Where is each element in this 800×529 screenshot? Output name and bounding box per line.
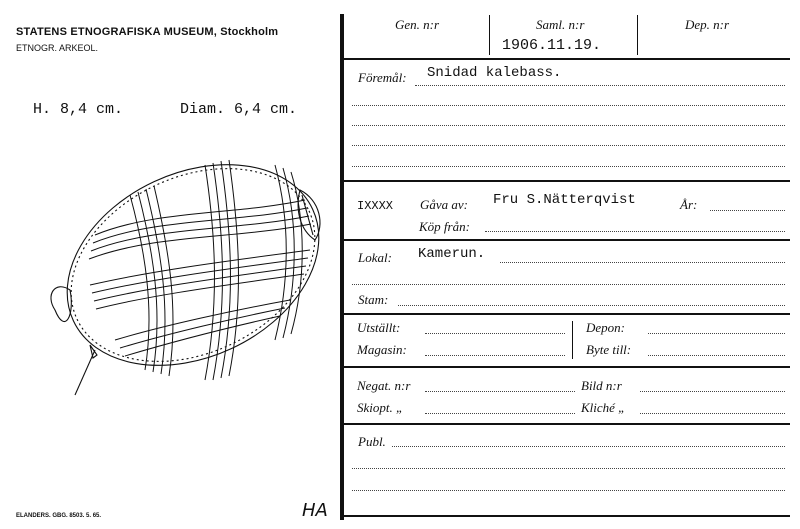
department-label: ETNOGR. ARKEOL. [16, 43, 99, 53]
rule-1 [344, 58, 790, 60]
inkomst-label [357, 197, 393, 213]
byte-label: Byte till: [586, 342, 632, 357]
inkomst-strike: IXXXX [357, 199, 394, 213]
gava-value: Fru S.Nätterqvist [493, 192, 636, 208]
kop-label: Köp från: [419, 219, 470, 234]
lokal-label: Lokal: [358, 250, 392, 265]
gava-label: Gåva av: [420, 197, 469, 212]
calabash-drawing [35, 140, 345, 410]
stam-label: Stam: [358, 292, 389, 307]
saml-label: Saml. n:r [536, 17, 585, 32]
lokal-value: Kamerun. [418, 246, 486, 262]
publ-label: Publ. [358, 434, 386, 449]
saml-value: 1906.11.19. [502, 37, 602, 54]
rule-6 [344, 423, 790, 425]
vertical-divider [340, 14, 344, 520]
utstallt-label: Utställt: [357, 320, 401, 335]
height-measurement: H. 8,4 cm. [33, 101, 124, 118]
initials-handwritten: HA [302, 500, 328, 521]
rule-2 [344, 180, 790, 182]
foremal-value: Snidad kalebass. [427, 65, 562, 81]
rule-4 [344, 313, 790, 315]
rule-3 [344, 239, 790, 241]
col-divider-3 [572, 321, 573, 359]
rule-7 [344, 515, 790, 517]
bild-label: Bild n:r [581, 378, 622, 393]
dep-label: Dep. n:r [685, 17, 730, 32]
printer-note: ELANDERS. GBG. 8503. 5. 65. [16, 513, 102, 519]
negat-label: Negat. n:r [357, 378, 411, 393]
magasin-label: Magasin: [357, 342, 407, 357]
museum-title: STATENS ETNOGRAFISKA MUSEUM, Stockholm [16, 26, 279, 38]
col-divider-2 [637, 15, 638, 55]
skiopt-label: Skiopt. „ [357, 400, 404, 415]
kliche-label: Kliché „ [581, 400, 626, 415]
ar-label: År: [680, 197, 698, 212]
depon-label: Depon: [586, 320, 625, 335]
foremal-label: Föremål: [358, 70, 407, 85]
gen-label: Gen. n:r [395, 17, 440, 32]
diameter-measurement: Diam. 6,4 cm. [180, 101, 298, 118]
rule-5 [344, 366, 790, 368]
col-divider-1 [489, 15, 490, 55]
